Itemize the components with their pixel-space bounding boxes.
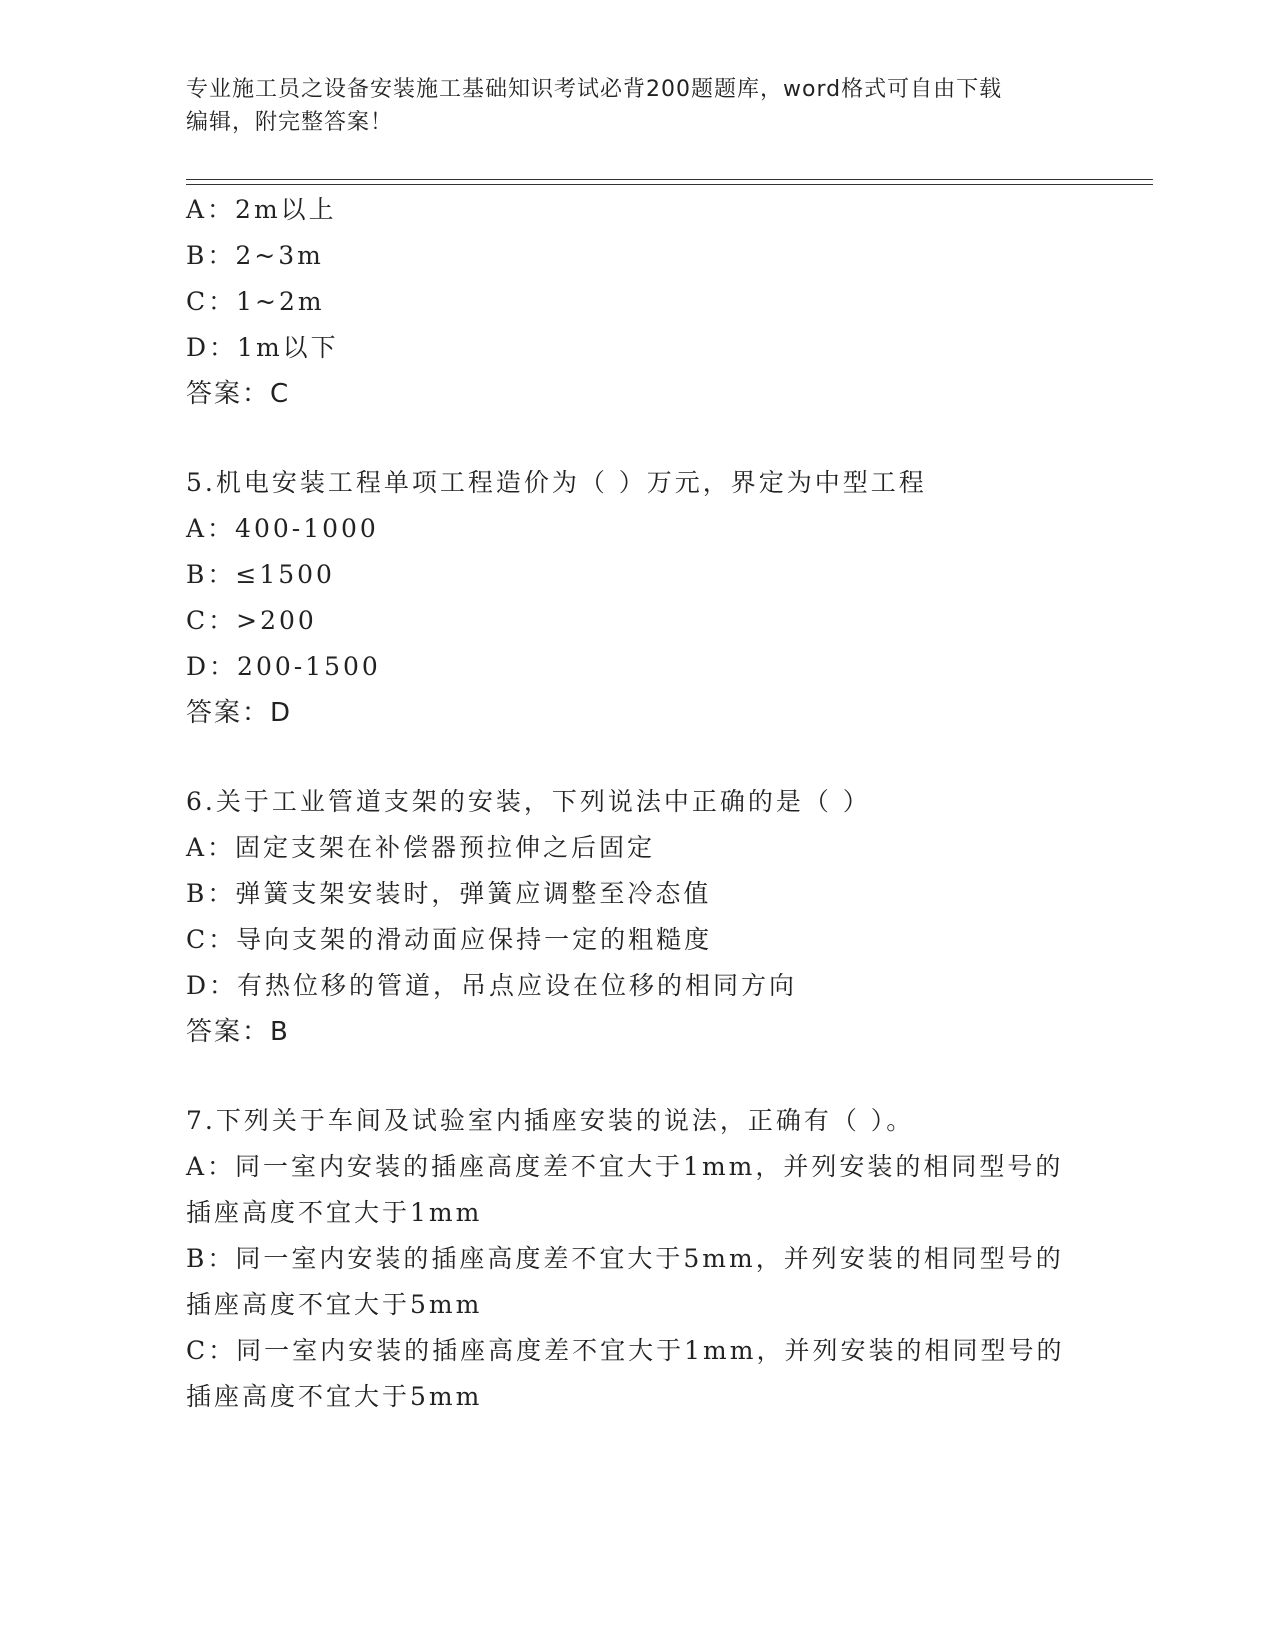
q7-option-b-line-1: B：同一室内安装的插座高度差不宜大于5mm，并列安装的相同型号的 (186, 1244, 1064, 1273)
document-header (186, 73, 1086, 139)
spacer (186, 736, 1153, 779)
question-6-block (186, 779, 1153, 1055)
q6-question: 6.关于工业管道支架的安装，下列说法中正确的是（ ） (186, 787, 871, 816)
q5-answer: 答案：D (186, 698, 293, 728)
spacer (186, 417, 1153, 460)
q4-answer: 答案：C (186, 379, 291, 409)
header-divider-top (186, 179, 1153, 180)
q4-option-a: A：2m以上 (186, 195, 337, 224)
q7-option-c-line-2: 插座高度不宜大于5mm (186, 1382, 483, 1411)
question-4-block (186, 187, 1153, 417)
q5-question: 5.机电安装工程单项工程造价为（ ）万元，界定为中型工程 (186, 468, 927, 497)
q7-option-a-line-2: 插座高度不宜大于1mm (186, 1198, 483, 1227)
header-title-line-1: 专业施工员之设备安装施工基础知识考试必背200题题库，word格式可自由下载 (186, 77, 1003, 102)
q6-option-b: B：弹簧支架安装时，弹簧应调整至冷态值 (186, 879, 712, 908)
question-content (186, 187, 1153, 1420)
q7-question: 7.下列关于车间及试验室内插座安装的说法，正确有（ ）。 (186, 1106, 915, 1135)
q7-option-c-line-1: C：同一室内安装的插座高度差不宜大于1mm，并列安装的相同型号的 (186, 1336, 1065, 1365)
q6-option-a: A：固定支架在补偿器预拉伸之后固定 (186, 833, 656, 862)
q6-option-c: C：导向支架的滑动面应保持一定的粗糙度 (186, 925, 713, 954)
q4-option-b: B：2~3m (186, 241, 324, 270)
q7-option-b-line-2: 插座高度不宜大于5mm (186, 1290, 483, 1319)
q6-answer: 答案：B (186, 1017, 290, 1047)
q5-option-a: A：400-1000 (186, 514, 379, 543)
q6-option-d: D：有热位移的管道，吊点应设在位移的相同方向 (186, 971, 798, 1000)
q7-option-a-line-1: A：同一室内安装的插座高度差不宜大于1mm，并列安装的相同型号的 (186, 1152, 1064, 1181)
q4-option-d: D：1m以下 (186, 333, 339, 362)
q5-option-c: C：>200 (186, 606, 317, 635)
q5-option-b: B：≤1500 (186, 560, 335, 589)
header-divider-bottom (186, 184, 1153, 185)
spacer (186, 1055, 1153, 1098)
question-7-block (186, 1098, 1153, 1420)
q4-option-c: C：1~2m (186, 287, 325, 316)
question-5-block (186, 460, 1153, 736)
q5-option-d: D：200-1500 (186, 652, 381, 681)
header-title-line-2: 编辑，附完整答案！ (186, 110, 394, 135)
